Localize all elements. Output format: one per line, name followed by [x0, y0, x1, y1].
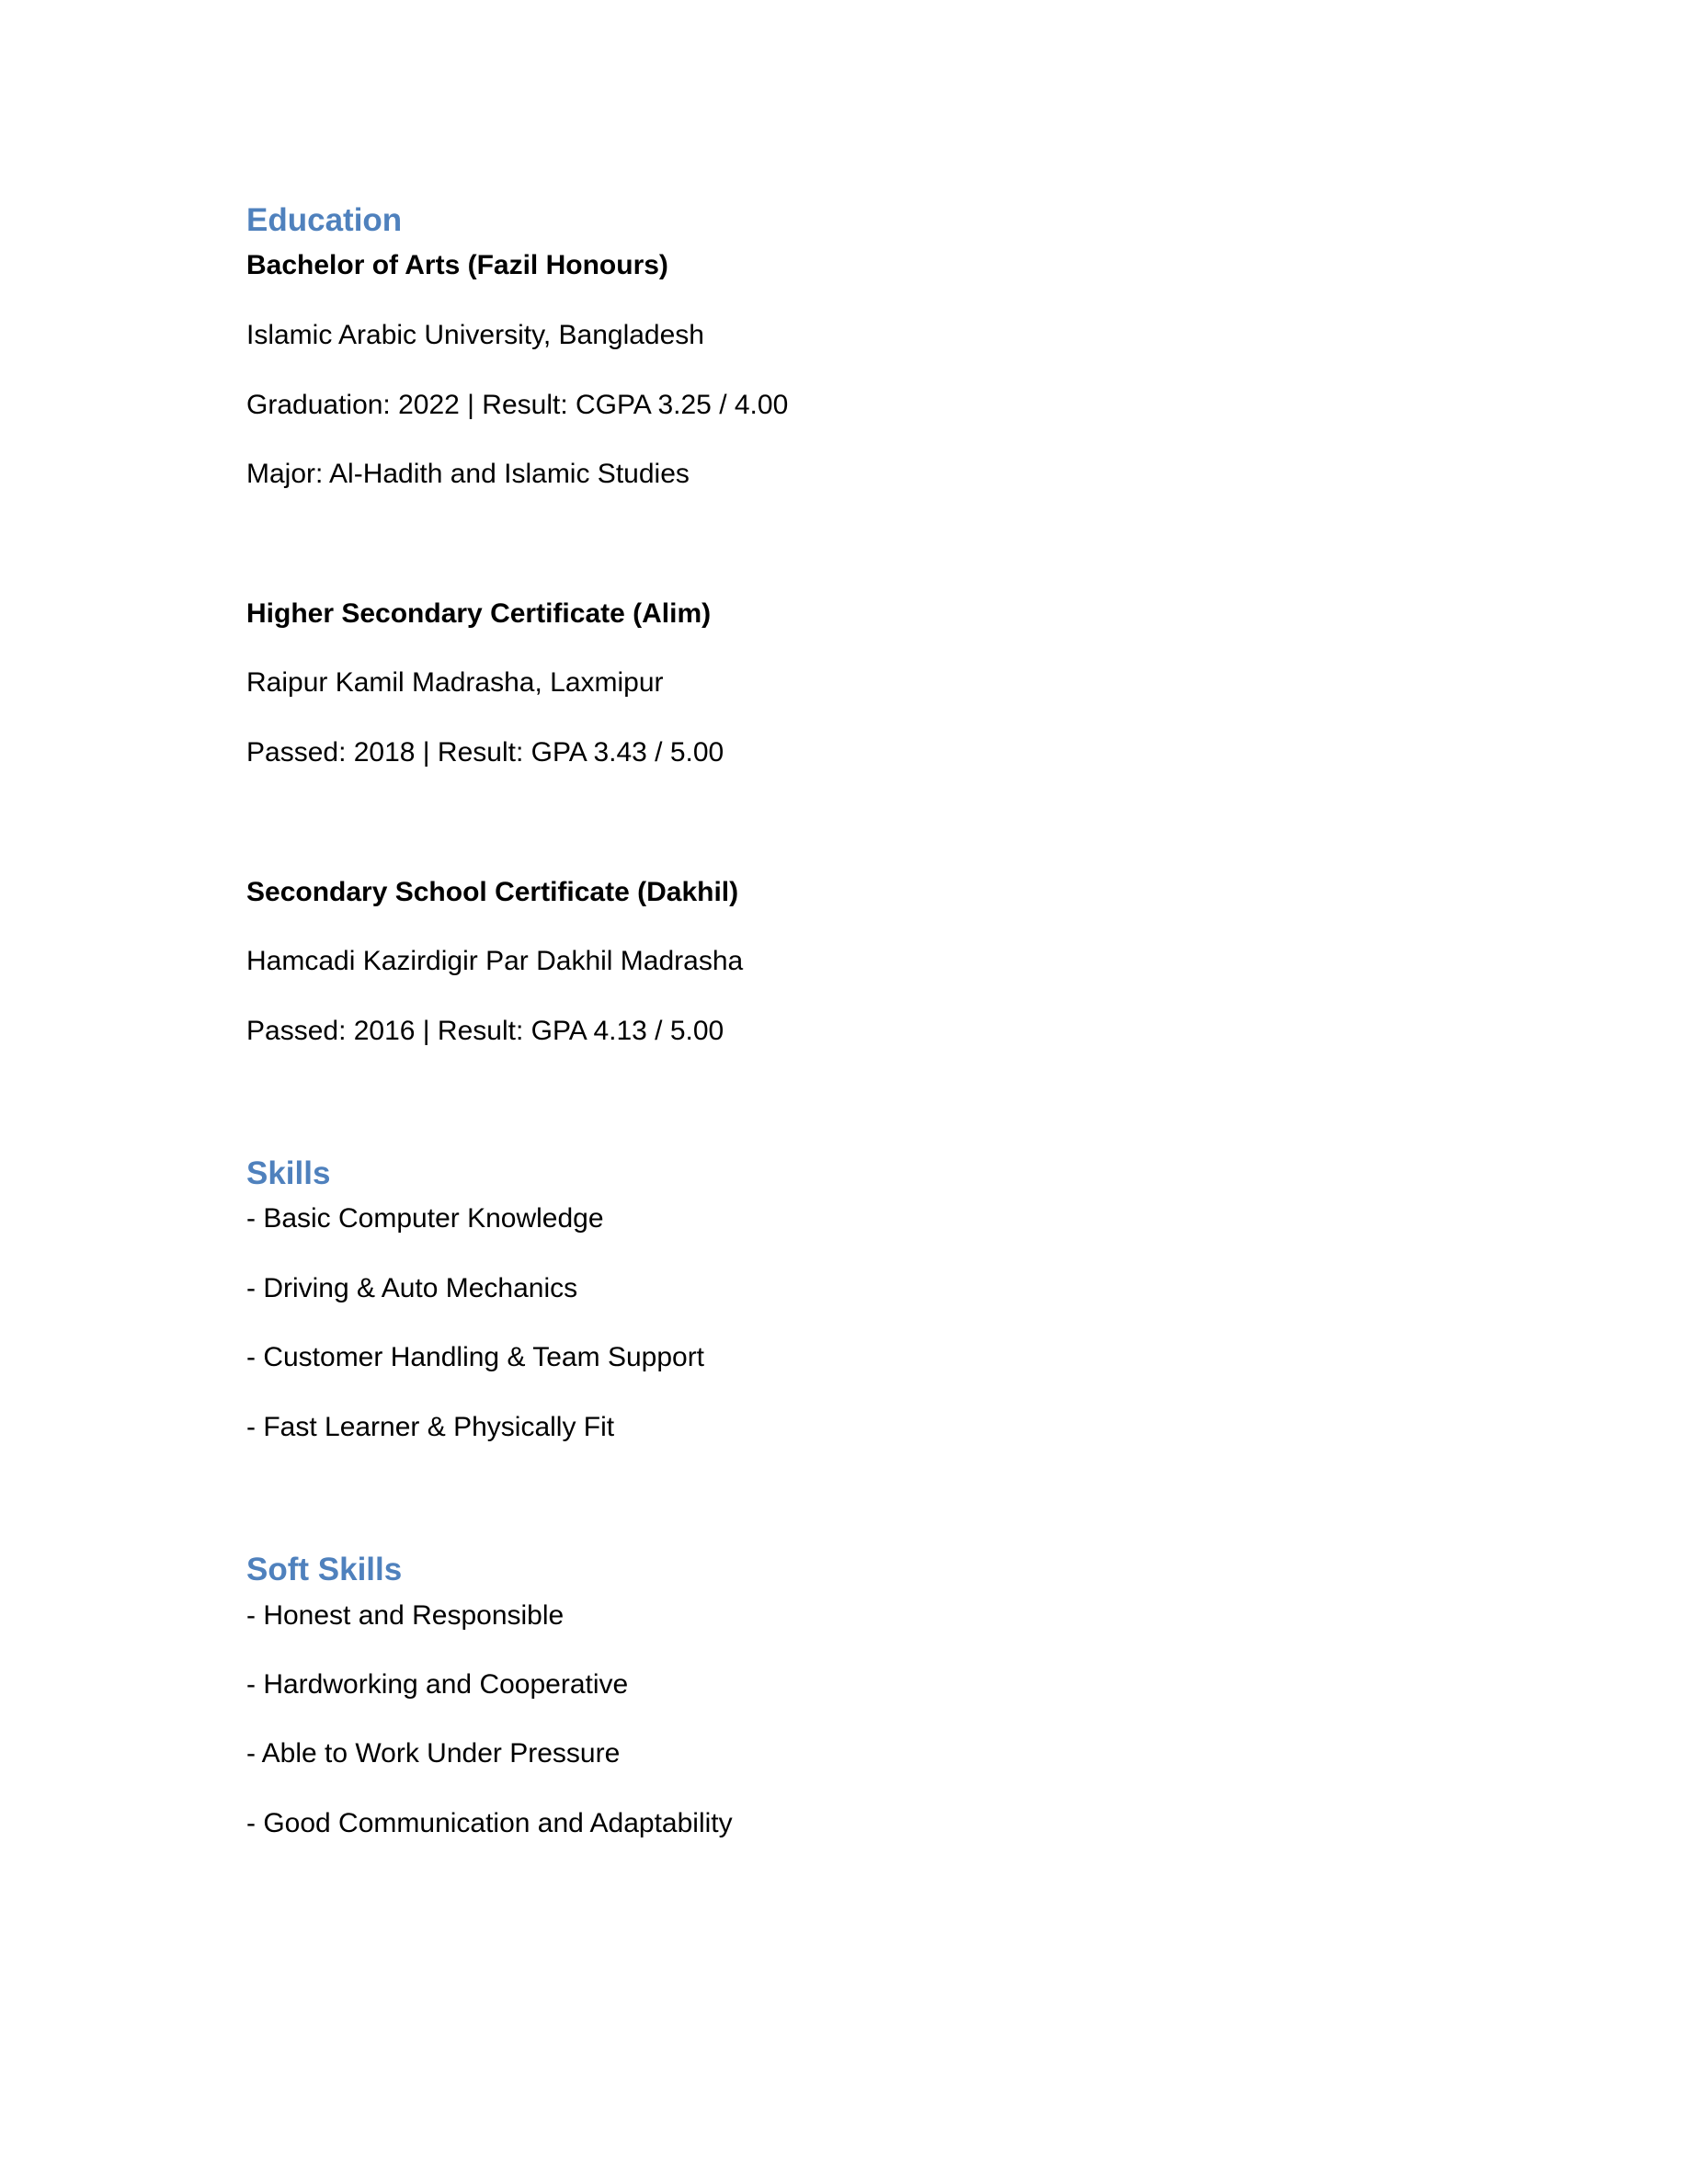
degree-ssc: Secondary School Certificate (Dakhil) [246, 877, 739, 907]
ssc-institution: Hamcadi Kazirdigir Par Dakhil Madrasha [246, 946, 744, 976]
soft-skill-item: - Good Communication and Adaptability [246, 1808, 733, 1838]
skill-item: - Basic Computer Knowledge [246, 1203, 604, 1234]
degree-bachelor: Bachelor of Arts (Fazil Honours) [246, 250, 668, 280]
skills-heading: Skills [246, 1155, 331, 1191]
soft-skill-item: - Honest and Responsible [246, 1600, 565, 1631]
skill-item: - Customer Handling & Team Support [246, 1342, 705, 1372]
ssc-result: Passed: 2016 | Result: GPA 4.13 / 5.00 [246, 1016, 724, 1046]
hsc-result: Passed: 2018 | Result: GPA 3.43 / 5.00 [246, 737, 724, 768]
soft-skill-item: - Hardworking and Cooperative [246, 1669, 629, 1700]
bachelor-major: Major: Al-Hadith and Islamic Studies [246, 459, 690, 489]
hsc-institution: Raipur Kamil Madrasha, Laxmipur [246, 667, 664, 698]
soft-skills-heading: Soft Skills [246, 1552, 403, 1587]
education-heading: Education [246, 202, 403, 238]
degree-hsc: Higher Secondary Certificate (Alim) [246, 598, 712, 629]
skill-item: - Driving & Auto Mechanics [246, 1273, 578, 1303]
soft-skill-item: - Able to Work Under Pressure [246, 1738, 621, 1769]
bachelor-institution: Islamic Arabic University, Bangladesh [246, 320, 704, 350]
skill-item: - Fast Learner & Physically Fit [246, 1412, 615, 1442]
bachelor-result: Graduation: 2022 | Result: CGPA 3.25 / 4.00 [246, 390, 789, 420]
